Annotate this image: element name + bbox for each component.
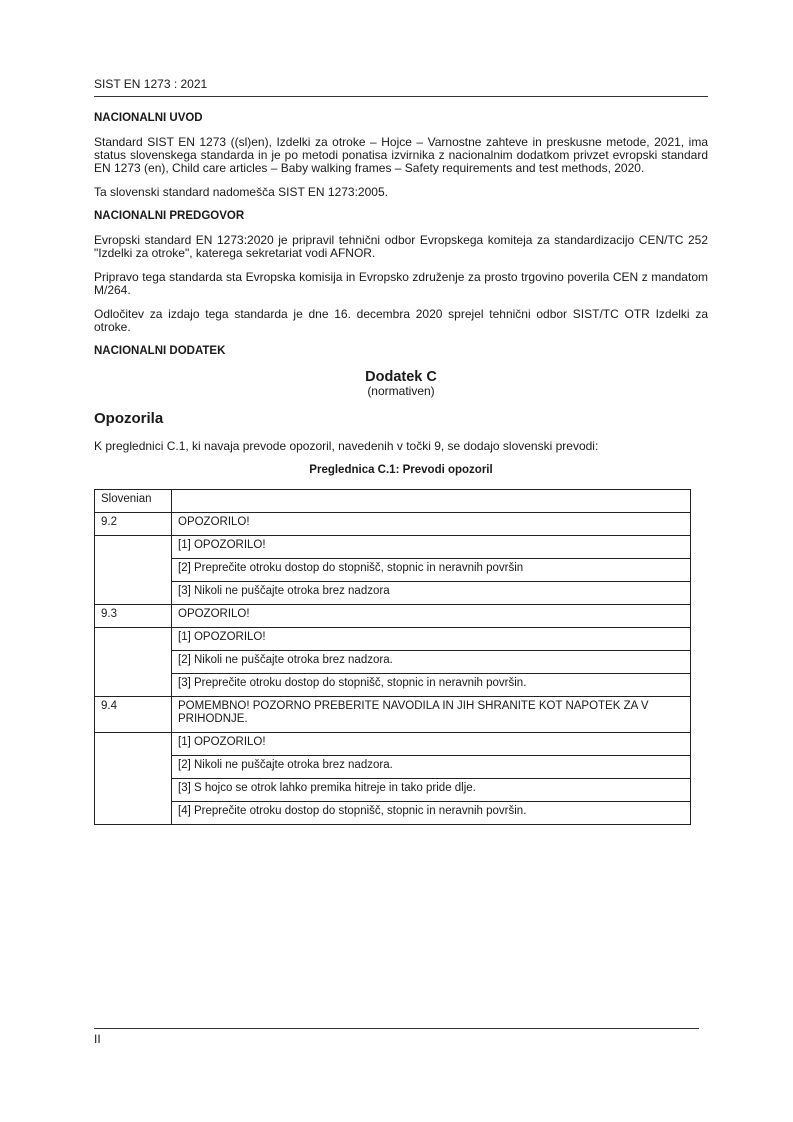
warning-text-cell: [4] Preprečite otroku dostop do stopnišč, stopnic in neravnih površin. [172,802,691,825]
warning-text-cell: POMEMBNO! POZORNO PREBERITE NAVODILA IN JIH SHRANITE KOT NAPOTEK ZA V PRIHODNJE. [172,697,691,733]
warning-text-cell: [2] Nikoli ne puščajte otroka brez nadzora. [172,651,691,674]
warnings-table [94,489,691,825]
table-row [95,674,691,697]
national-intro-heading: NACIONALNI UVOD [94,112,203,124]
table-row [95,733,691,756]
clause-cell [95,536,172,605]
table-row [95,559,691,582]
foreword-paragraph-2: Pripravo tega standarda sta Evropska komisija in Evropsko združenje za prosto trgovino poverila CEN z mandatom M/264. [94,270,708,297]
table-row [95,536,691,559]
table-row [95,697,691,733]
table-row [95,802,691,825]
document-id-header: SIST EN 1273 : 2021 [94,77,208,91]
warning-text-cell: [1] OPOZORILO! [172,536,691,559]
national-annex-heading: NACIONALNI DODATEK [94,345,226,357]
replacement-paragraph: Ta slovenski standard nadomešča SIST EN 1273:2005. [94,185,388,199]
header-divider [94,96,708,97]
warning-text-cell: [2] Preprečite otroku dostop do stopnišč, stopnic in neravnih površin [172,559,691,582]
warning-text-cell: [3] S hojco se otrok lahko premika hitreje in tako pride dlje. [172,779,691,802]
page-number: II [94,1032,101,1046]
table-row [95,628,691,651]
table-row [95,651,691,674]
clause-cell [95,628,172,697]
national-foreword-heading: NACIONALNI PREDGOVOR [94,210,245,222]
table-row [95,779,691,802]
annex-title: Dodatek C [365,369,437,385]
warning-text-cell: OPOZORILO! [172,513,691,536]
clause-cell: 9.4 [95,697,172,733]
annex-intro-paragraph: K preglednici C.1, ki navaja prevode opozoril, navedenih v točki 9, se dodajo slovenski prevodi: [94,439,599,453]
clause-cell [95,733,172,825]
warning-text-cell: [3] Preprečite otroku dostop do stopnišč, stopnic in neravnih površin. [172,674,691,697]
table-header-row [95,490,691,513]
warning-text-cell: [3] Nikoli ne puščajte otroka brez nadzora [172,582,691,605]
document-body [94,112,708,825]
clause-cell: 9.3 [95,605,172,628]
table-row [95,582,691,605]
table-header-cell [172,490,691,513]
table-header-cell: Slovenian [95,490,172,513]
foreword-paragraph-1: Evropski standard EN 1273:2020 je pripravil tehnični odbor Evropskega komiteja za standardizacijo CEN/TC 252 "Izdelki za otroke", katerega sekretariat vodi AFNOR. [94,233,708,260]
table-row [95,605,691,628]
foreword-paragraph-3: Odločitev za izdajo tega standarda je dne 16. decembra 2020 sprejel tehnični odbor SIST/TC OTR Izdelki za otroke. [94,307,708,334]
footer-divider [94,1028,699,1029]
national-intro-paragraph: Standard SIST EN 1273 ((sl)en), Izdelki za otroke – Hojce – Varnostne zahteve in preskusne metode, 2021, ima status slovenskega standarda in je po metodi ponatisa izvirnika z nacionalnim dodatkom privzet evropski standard EN 1273 (en), Child care articles – Baby walking frames – Safety requirements and test methods, 2020. [94,135,708,175]
annex-subtitle: (normativen) [367,384,435,398]
warning-text-cell: [1] OPOZORILO! [172,628,691,651]
warning-text-cell: [2] Nikoli ne puščajte otroka brez nadzora. [172,756,691,779]
warning-text-cell: [1] OPOZORILO! [172,733,691,756]
table-row [95,513,691,536]
table-caption: Preglednica C.1: Prevodi opozoril [309,464,493,476]
clause-cell: 9.2 [95,513,172,536]
warning-text-cell: OPOZORILO! [172,605,691,628]
table-row [95,756,691,779]
warnings-section-title: Opozorila [94,410,164,427]
